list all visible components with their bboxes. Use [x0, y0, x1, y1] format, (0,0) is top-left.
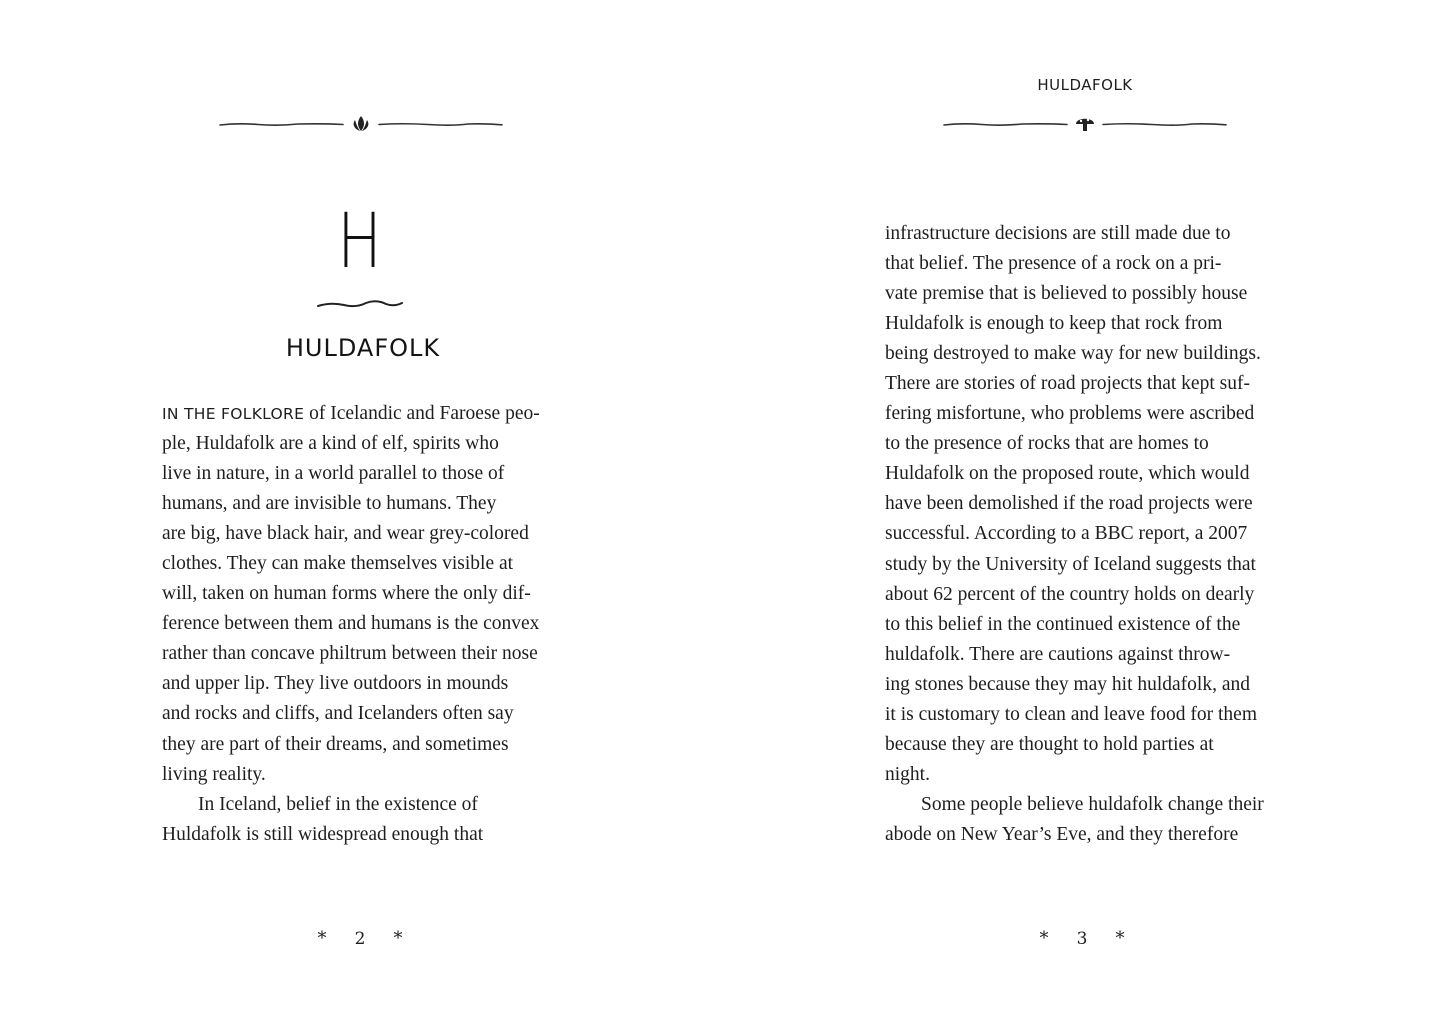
drop-letter: H — [337, 196, 383, 285]
text-line: IN THE FOLKLORE of Icelandic and Faroese peo- — [162, 403, 540, 424]
text-line: successful. According to a BBC report, a 2007 — [885, 523, 1248, 545]
title-swash — [316, 296, 404, 312]
text-line: are big, have black hair, and wear grey-colored — [162, 523, 529, 545]
entry-title: HULDAFOLK — [285, 334, 441, 362]
text-line: Huldafolk is enough to keep that rock from — [885, 313, 1223, 335]
text-line: ference between them and humans is the convex — [162, 613, 540, 635]
text-line: because they are thought to hold parties at — [885, 733, 1214, 755]
text-line: huldafolk. There are cautions against throw- — [885, 643, 1231, 665]
header-ornament — [942, 112, 1228, 136]
text-line: being destroyed to make way for new buildings. — [885, 343, 1261, 365]
asterisk-icon: * — [1039, 928, 1049, 949]
page-number: 3 — [1076, 929, 1088, 949]
mushroom-icon — [1076, 119, 1094, 131]
text-line: that belief. The presence of a rock on a pri- — [885, 253, 1222, 275]
text-line: abode on New Year’s Eve, and they therefore — [885, 823, 1239, 845]
text-line: have been demolished if the road projects were — [885, 493, 1253, 515]
text-line: study by the University of Iceland suggests that — [885, 553, 1256, 575]
text-line: and upper lip. They live outdoors in mounds — [162, 673, 509, 695]
text-line: it is customary to clean and leave food for them — [885, 703, 1258, 725]
asterisk-icon: * — [1115, 928, 1125, 949]
text-line: vate premise that is believed to possibly house — [885, 283, 1248, 305]
right-page — [722, 0, 1444, 1011]
text-line: There are stories of road projects that kept suf- — [885, 373, 1250, 395]
text-line: night. — [885, 763, 930, 785]
asterisk-icon: * — [317, 928, 327, 949]
lead-in: IN THE FOLKLORE — [162, 405, 305, 423]
text-line: will, taken on human forms where the only dif- — [162, 583, 531, 605]
text-line: fering misfortune, who problems were ascribed — [885, 403, 1255, 425]
running-head: HULDAFOLK — [1037, 76, 1133, 94]
text-line: about 62 percent of the country holds on dearly — [885, 583, 1255, 605]
text-line: they are part of their dreams, and sometimes — [162, 733, 509, 755]
page-number-folio — [260, 928, 460, 949]
text-line: clothes. They can make themselves visible at — [162, 553, 514, 575]
page-number: 2 — [354, 929, 366, 949]
text-line: living reality. — [162, 763, 266, 785]
text-line: rather than concave philtrum between their nose — [162, 643, 538, 665]
text-line: ing stones because they may hit huldafolk, and — [885, 673, 1250, 695]
header-ornament — [218, 112, 504, 136]
text-line: to the presence of rocks that are homes to — [885, 433, 1209, 455]
text-line: infrastructure decisions are still made due to — [885, 223, 1231, 244]
text-line: Huldafolk on the proposed route, which would — [885, 463, 1250, 485]
text-line: and rocks and cliffs, and Icelanders often say — [162, 703, 514, 725]
text-line: humans, and are invisible to humans. They — [162, 493, 497, 515]
text-line: to this belief in the continued existence of the — [885, 613, 1241, 635]
lotus-flower-icon — [354, 116, 369, 131]
page-number-folio — [982, 928, 1182, 949]
text-line: Huldafolk is still widespread enough that — [162, 823, 484, 845]
text-line: live in nature, in a world parallel to those of — [162, 463, 505, 485]
text-line: ple, Huldafolk are a kind of elf, spirits who — [162, 433, 499, 455]
body-text — [162, 399, 567, 850]
asterisk-icon: * — [393, 928, 403, 949]
left-page — [0, 0, 722, 1011]
body-text — [885, 219, 1290, 850]
text-line: In Iceland, belief in the existence of — [198, 793, 478, 815]
text-line: Some people believe huldafolk change their — [921, 793, 1264, 815]
